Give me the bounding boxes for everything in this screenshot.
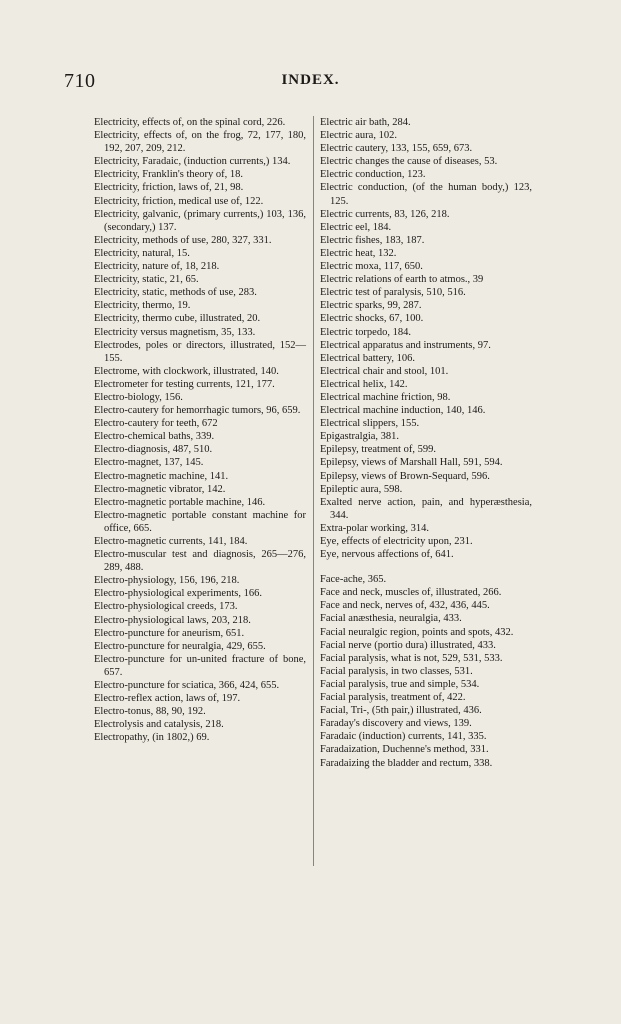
index-entry: Faradaizing the bladder and rectum, 338.: [320, 757, 493, 769]
index-entry: Exalted nerve action, pain, and hyperæsthesia, 344.: [320, 496, 532, 521]
index-entry: Electro-magnet, 137, 145.: [94, 457, 204, 469]
index-group-e: [320, 116, 532, 561]
index-entry: Electro-puncture for neuralgia, 429, 655.: [94, 640, 266, 652]
index-entry: Electro-magnetic currents, 141, 184.: [94, 536, 248, 547]
index-entry: Electro-muscular test and diagnosis, 265—276, 289, 488.: [94, 549, 306, 574]
index-entry: Faradaization, Duchenne's method, 331.: [320, 744, 489, 756]
index-entry: Electric conduction, 123.: [320, 169, 426, 181]
index-entry: Extra-polar working, 314.: [320, 522, 430, 534]
column-divider: [313, 116, 314, 866]
index-entry: Epilepsy, views of Brown-Sequard, 596.: [320, 470, 490, 482]
index-entry: Electricity, Franklin's theory of, 18.: [94, 169, 244, 181]
index-entry: Electro-physiology, 156, 196, 218.: [94, 575, 240, 587]
index-entry: Electricity versus magnetism, 35, 133.: [94, 326, 256, 338]
index-entry: Electro-cautery for teeth, 672: [94, 418, 218, 430]
index-entry: Electro-magnetic portable machine, 146.: [94, 496, 266, 508]
index-entry: Electro-biology, 156.: [94, 391, 183, 403]
index-entry: Electricity, natural, 15.: [94, 247, 190, 259]
index-entry: Electrical battery, 106.: [320, 352, 415, 364]
index-entry: Face-ache, 365.: [320, 574, 387, 586]
index-entry: Electricity, friction, medical use of, 122.: [94, 195, 264, 207]
index-entry: Electro-reflex action, laws of, 197.: [94, 693, 241, 705]
index-entry: Electric fishes, 183, 187.: [320, 234, 425, 246]
index-entry: Electro-magnetic portable constant machine for office, 665.: [94, 509, 306, 534]
index-entry: Electro-magnetic machine, 141.: [94, 470, 229, 482]
index-entry: Electro-chemical baths, 339.: [94, 431, 215, 443]
index-entry: Electricity, effects of, on the frog, 72, 177, 180, 192, 207, 209, 212.: [94, 130, 306, 155]
index-entry: Facial, Tri-, (5th pair,) illustrated, 436.: [320, 705, 482, 717]
index-entry: Electric conduction, (of the human body,) 123, 125.: [320, 182, 532, 207]
index-entry: Electric test of paralysis, 510, 516.: [320, 287, 466, 299]
index-entry: Electricity, methods of use, 280, 327, 331.: [94, 234, 272, 246]
index-entry: Epilepsy, treatment of, 599.: [320, 444, 436, 456]
index-entry: Electricity, thermo, 19.: [94, 300, 191, 312]
index-entry: Eye, nervous affections of, 641.: [320, 549, 454, 561]
index-entry: Electrical machine induction, 140, 146.: [320, 405, 486, 417]
index-entry: Electric heat, 132.: [320, 247, 397, 259]
index-entry: Electro-puncture for sciatica, 366, 424, 655.: [94, 680, 280, 692]
index-entry: Electro-physiological creeds, 173.: [94, 601, 238, 613]
index-entry: Electric relations of earth to atmos., 39: [320, 274, 484, 286]
running-head: INDEX.: [281, 72, 340, 88]
index-entry: Electric cautery, 133, 155, 659, 673.: [320, 143, 473, 155]
index-entry: Facial paralysis, what is not, 529, 531, 533.: [320, 652, 503, 664]
index-entry: Eye, effects of electricity upon, 231.: [320, 536, 473, 547]
index-entry: Electro-tonus, 88, 90, 192.: [94, 706, 206, 718]
index-entry: Electrometer for testing currents, 121, 177.: [94, 378, 275, 390]
index-entry: Electric torpedo, 184.: [320, 326, 411, 338]
index-entry: Electricity, thermo cube, illustrated, 20.: [94, 313, 261, 325]
index-entry: Electropathy, (in 1802,) 69.: [94, 732, 210, 744]
index-entry: Electric moxa, 117, 650.: [320, 261, 423, 273]
index-entry: Electro-magnetic vibrator, 142.: [94, 483, 226, 495]
index-column-right: [320, 116, 532, 770]
page-number: 710: [64, 70, 96, 92]
index-entry: Facial paralysis, true and simple, 534.: [320, 678, 480, 690]
index-entry: Face and neck, muscles of, illustrated, 266.: [320, 587, 502, 599]
index-entry: Electrical slippers, 155.: [320, 418, 420, 430]
index-entry: Electrical machine friction, 98.: [320, 391, 451, 403]
index-entry: Faradaic (induction) currents, 141, 335.: [320, 731, 487, 743]
index-entry: Facial paralysis, in two classes, 531.: [320, 665, 473, 677]
index-entry: Facial anæsthesia, neuralgia, 433.: [320, 613, 462, 625]
index-entry: Facial paralysis, treatment of, 422.: [320, 692, 466, 704]
index-entry: Electro-diagnosis, 487, 510.: [94, 444, 213, 456]
index-entry: Epilepsy, views of Marshall Hall, 591, 594.: [320, 457, 503, 469]
index-entry: Electric currents, 83, 126, 218.: [320, 208, 450, 220]
index-column-left: [94, 116, 306, 745]
group-spacer: [320, 561, 532, 573]
index-entry: Face and neck, nerves of, 432, 436, 445.: [320, 600, 490, 612]
index-entry: Electricity, friction, laws of, 21, 98.: [94, 182, 244, 194]
index-entry: Electric air bath, 284.: [320, 117, 411, 128]
index-entry: Facial neuralgic region, points and spots, 432.: [320, 626, 514, 638]
index-entry: Facial nerve (portio dura) illustrated, 433.: [320, 639, 496, 651]
index-entry: Electrome, with clockwork, illustrated, 140.: [94, 365, 279, 377]
index-entry: Electricity, effects of, on the spinal cord, 226.: [94, 117, 286, 128]
index-entry: Electricity, static, 21, 65.: [94, 274, 199, 286]
index-group-f: [320, 573, 532, 769]
index-entry: Electricity, galvanic, (primary currents,) 103, 136, (secondary,) 137.: [94, 208, 306, 233]
index-entry: Electro-physiological laws, 203, 218.: [94, 614, 251, 626]
index-entry: Faraday's discovery and views, 139.: [320, 718, 472, 730]
index-entry: Electro-puncture for aneurism, 651.: [94, 627, 245, 639]
index-entry: Electric changes the cause of diseases, 53.: [320, 156, 498, 168]
index-entry: Electrodes, poles or directors, illustrated, 152—155.: [94, 339, 306, 364]
index-entry: Electric sparks, 99, 287.: [320, 300, 422, 312]
index-entry: Electro-puncture for un-united fracture of bone, 657.: [94, 653, 306, 678]
index-entry: Electrical apparatus and instruments, 97.: [320, 339, 491, 351]
index-entry: Electricity, nature of, 18, 218.: [94, 261, 220, 273]
index-entry: Epileptic aura, 598.: [320, 483, 403, 495]
index-entry: Electric aura, 102.: [320, 130, 397, 142]
index-entry: Electrical helix, 142.: [320, 378, 408, 390]
index-entry: Electrical chair and stool, 101.: [320, 365, 449, 377]
index-entry: Electrolysis and catalysis, 218.: [94, 719, 224, 731]
index-entry: Electric shocks, 67, 100.: [320, 313, 424, 325]
index-entry: Epigastralgia, 381.: [320, 431, 400, 443]
index-entry: Electro-physiological experiments, 166.: [94, 588, 262, 600]
index-entry: Electro-cautery for hemorrhagic tumors, 96, 659.: [94, 405, 301, 417]
index-entry: Electricity, Faradaic, (induction currents,) 134.: [94, 156, 291, 168]
index-entry: Electricity, static, methods of use, 283.: [94, 287, 257, 299]
index-entry: Electric eel, 184.: [320, 221, 392, 233]
